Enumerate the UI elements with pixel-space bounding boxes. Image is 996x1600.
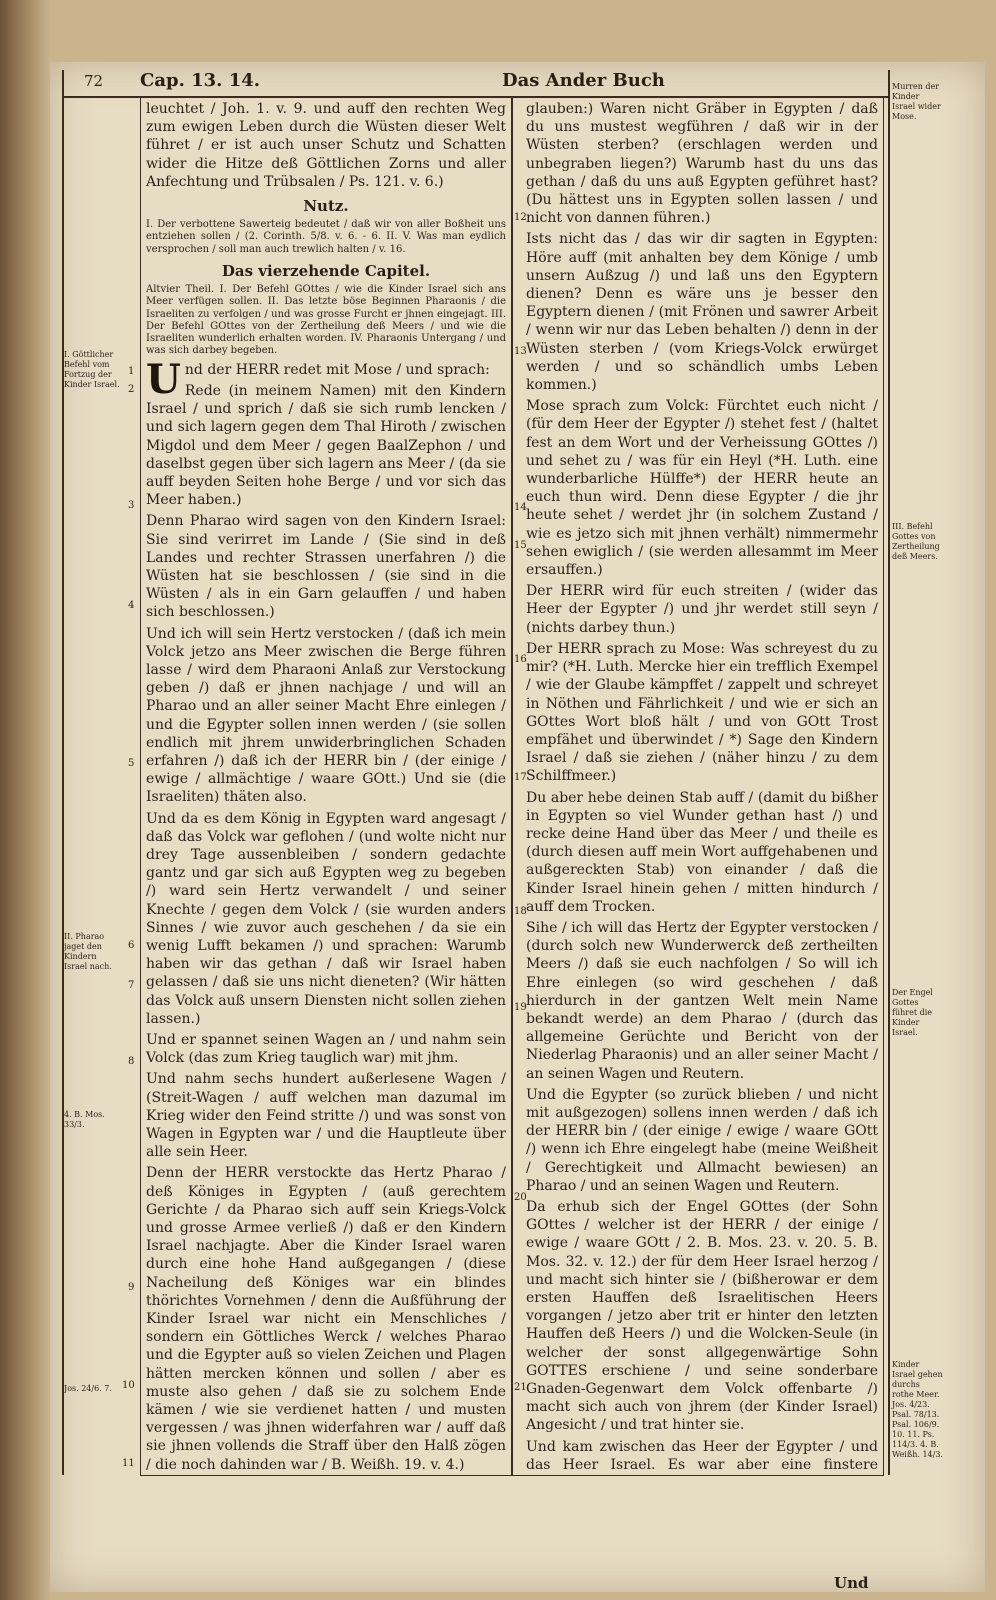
chapter-heading: Das vierzehende Capitel. <box>221 261 431 280</box>
right-margin-rule <box>888 70 890 1475</box>
verse-text: Und ich will sein Hertz verstocken / (daß ich mein Volck jetzo ans Meer zwischen die Berge führen lasse / wird dem Pharaoni Anlaß zur Verstockung geben /) daß er jhnen nachjage / und will an Pharao und an aller seiner Macht Ehre einlegen / und die Egypter sollen innen werden / (sie sollen endlich mit jhrem unwiderbringlichen Schaden erfahren /) daß ich der HERR bin / (der einige / ewige / allmächtige / waare GOtt.) Und sie (die Israeliten) thäten also. <box>146 625 506 806</box>
page-number: 72 <box>84 72 104 90</box>
verse-text: Der HERR wird für euch streiten / (wider das Heer der Egypter /) und jhr werdet still seyn / (nichts darbey thun.) <box>526 583 878 636</box>
verse-text: Der HERR sprach zu Mose: Was schreyest du zu mir? (*H. Luth. Mercke hier ein trefflich Exempel / wie der Glaube kämpffet / zappelt und schreyet in Nöthen und Fährlichkeit / und wie er sich an GOttes Wort bloß hält / und von GOtt Trost empfähet und überwindet / *) Sage den Kindern Israel / daß sie ziehen / (näher hinzu / zu dem Schilffmeer.) <box>526 640 878 785</box>
margin-note-left-2: II. Pharao jaget den Kindern Israel nach. <box>64 932 112 971</box>
verse-number: 1 <box>128 366 135 377</box>
verse-text: Und der HERR redet mit Mose / und sprach: <box>146 355 490 403</box>
nutz-text: I. Der verbottene Sawerteig bedeutet / daß wir von aller Boßheit uns entziehen sollen / (2. Corinth. 5/8. v. 6. - 6. II. V. Was man eydlich versprochen / soll man auch trewlich halten / v. 16. <box>146 219 506 255</box>
verse-number: 3 <box>128 500 135 511</box>
margin-note-right-1: Murren der Kinder Israel wider Mose. <box>892 82 941 121</box>
verse-number: 2 <box>128 384 135 395</box>
right-text-column <box>526 100 878 1474</box>
catchword: Und <box>834 1574 869 1592</box>
column-divider <box>511 96 513 1476</box>
verse-number: 18 <box>514 906 527 917</box>
verse-text: Und er spannet seinen Wagen an / und nahm sein Volck (das zum Krieg tauglich war) mit jhm. <box>146 1032 506 1067</box>
margin-note-left-1: I. Göttlicher Befehl vom Fortzug der Kinder Israel. <box>64 350 120 389</box>
verse-number: 9 <box>128 1282 135 1293</box>
verse-number: 15 <box>514 540 527 551</box>
left-margin-rule <box>62 70 64 1475</box>
verse-number: 13 <box>514 346 527 357</box>
verse-text: Ists nicht das / das wir dir sagten in Egypten: Höre auff (mit anhalten bey dem Könige / umb unsern Außzug /) und laß uns den Egyptern dienen? Denn es wäre uns je besser den Egyptern dienen / (mit Frönen und sawrer Arbeit / wenn wir nur das Leben behalten /) denn in der Wüsten sterben / (vom Kriegs-Volck erwürget werden / und so schändlich umbs Leben kommen.) <box>526 231 878 394</box>
verse-number: 12 <box>514 212 527 223</box>
verse-text: Mose sprach zum Volck: Fürchtet euch nicht / (für dem Heer der Egypter /) stehet fest / (haltet fest an dem Wort und der Verheissung GOttes /) und sehet zu / was für ein Heyl (*H. Luth. eine wunderbarliche Hülffe*) der HERR heute an euch thun wird. Denn diese Egypter / die jhr heute sehet / werdet jhr (in solchem Zustand / wie es jetzo sich mit jhnen verhält) nimmermehr sehen ewiglich / (sie werden allesammt im Meer ersauffen.) <box>526 398 878 579</box>
nutz-heading: Nutz. <box>303 197 349 216</box>
verse-number: 20 <box>514 1192 527 1203</box>
verse-number: 5 <box>128 758 135 769</box>
verse-number: 16 <box>514 654 527 665</box>
verse-number: 19 <box>514 1002 527 1013</box>
verse-number: 4 <box>128 600 135 611</box>
running-header <box>62 70 890 98</box>
verse-number: 11 <box>122 1458 135 1469</box>
left-text-column <box>146 100 506 1474</box>
verse-text: glauben:) Waren nicht Gräber in Egypten / daß du uns mustest wegführen / daß wir in der Wüsten sterben? (erschlagen werden und unbegraben liegen?) Warumb hast du uns das gethan / daß du uns auß Egypten geführet hast? (Du hättest uns in Egypten sollen lassen / und nicht von dannen führen.) <box>526 101 878 227</box>
verse-text: Du aber hebe deinen Stab auff / (damit du bißher in Egypten so viel Wunder gethan hast /) und recke deine Hand über das Meer / und theile es (durch diesen auff mein Wort auffgehabenen und außgereckten Stab) von einander / daß die Kinder Israel hinein gehen / mitten hindurch / auff dem Trocken. <box>526 789 878 915</box>
verse-number: 10 <box>122 1380 135 1391</box>
margin-note-right-2: III. Befehl Gottes von Zertheilung deß Meers. <box>892 522 940 561</box>
margin-note-right-4: Kinder Israel gehen durchs rothe Meer. Jos. 4/23. Psal. 78/13. Psal. 106/9. 10. 11. Ps. 114/3. 4. B. Weißh. 14/3. <box>892 1360 943 1459</box>
verse-text: Und da es dem König in Egypten ward angesagt / daß das Volck war geflohen / (und wolte nicht nur drey Tage aussenbleiben / sondern gedachte gantz und gar sich auß Egypten weg zu begeben /) ward sein Hertz verwandelt / und seiner Knechte / gegen dem Volck / (sie wurden anders Sinnes / wie zuvor auch geschehen / da sie ein wenig Lufft bekamen /) und sprachen: Warumb haben wir das gethan / daß wir Israel haben gelassen / daß sie uns nicht dieneten? (Wir hätten das Volck auß unsern Diensten nicht sollen ziehen lassen.) <box>146 810 506 1027</box>
book-spine-edge <box>0 0 50 1600</box>
verse-number: 7 <box>128 980 135 991</box>
verse-number: 21 <box>514 1382 527 1393</box>
margin-note-right-3: Der Engel Gottes führet die Kinder Israel. <box>892 988 933 1037</box>
verse-text: Da erhub sich der Engel GOttes (der Sohn GOttes / welcher ist der HERR / der einige / ewige / waare GOtt / 2. B. Mos. 23. v. 20. 5. B. Mos. 32. v. 12.) der für dem Heer Israel herzog / und macht sich hinter sie / (bißherowar er dem ersten Hauffen deß Israelitischen Heers vorgangen / jetzo aber trit er hinter den letzten Hauffen deß Heers /) und die Wolcken-Seule (in welcher der sonst allgegenwärtige Sohn GOTTES erschiene / und seine sonderbare Gnaden-Gegenwart dem Volck offenbarte /) macht sich auch von jhrem (der Kinder Israel) Angesicht / und trat hinter sie. <box>526 1198 878 1434</box>
chapter-reference: Cap. 13. 14. <box>140 70 261 91</box>
margin-note-left-3: 4. B. Mos. 33/3. <box>64 1110 105 1129</box>
verse-text: Und nahm sechs hundert außerlesene Wagen / (Streit-Wagen / auff welchen man dazumal im Krieg wider den Feind stritte /) und was sonst von Wagen in Egypten war / und die Hauptleute über alle sein Heer. <box>146 1071 506 1161</box>
verse-number: 8 <box>128 1056 135 1067</box>
verse-number: 6 <box>128 940 135 951</box>
book-title: Das Ander Buch <box>502 70 665 91</box>
verse-text: Rede (in meinem Namen) mit den Kindern Israel / und sprich / daß sie sich rumb lencken / und sich lagern gegen dem Thal Hiroth / zwischen Migdol und dem Meer / gegen BaalZephon / und daselbst gegen über sich lagern ans Meer / (da sie auff beyden Seiten hohe Berge / und vor sich das Meer haben.) <box>146 382 506 509</box>
verse-text: Denn Pharao wird sagen von den Kindern Israel: Sie sind verirret im Lande / (Sie sind in deß Landes und rechter Strassen unerfahren /) die Wüsten hat sie beschlossen / (sie sind in die Wüsten / als in ein Garn gelauffen / und haben sich beschlossen.) <box>146 513 506 621</box>
verse-text: Und kam zwischen das Heer der Egypter / und das Heer Israel. Es war aber eine finstere <box>526 1438 878 1473</box>
intro-text: leuchtet / Joh. 1. v. 9. und auff den rechten Weg zum ewigen Leben durch die Wüsten dieser Welt führet / er ist auch unser Schutz und Schatten wider die Hitze deß Göttlichen Zorns und aller Anfechtung und Trübsalen / Ps. 121. v. 6.) <box>146 101 506 190</box>
verse-number: 14 <box>514 502 527 513</box>
drop-cap: U <box>146 355 181 403</box>
verse-number: 17 <box>514 772 527 783</box>
verse-text: Und die Egypter (so zurück blieben / und nicht mit außgezogen) sollens innen werden / daß ich der HERR bin / (der einige / ewige / waare GOtt /) wenn ich Ehre eingelegt habe (meine Weißheit / Gerechtigkeit und Allmacht bewiesen) an Pharao / und an seinen Wagen und Reutern. <box>526 1086 878 1194</box>
verse-text: Sihe / ich will das Hertz der Egypter verstocken / (durch solch new Wunderwerck deß zertheilten Meers /) daß sie euch nachfolgen / So will ich Ehre einlegen (so wird geschehen / daß hierdurch in der gantzen Welt mein Name bekandt werde) an dem Pharao / (durch das allgemeine Gerüchte und Bericht von der Niederlag Pharaonis) und an aller seiner Macht / an seinen Wagen und Reutern. <box>526 919 878 1082</box>
margin-note-left-4: Jos. 24/6. 7. <box>64 1384 112 1393</box>
chapter-summary: Altvier Theil. I. Der Befehl GOttes / wie die Kinder Israel sich ans Meer verfügen sollen. II. Das letzte böse Beginnen Pharaonis / die Israeliten zu verfolgen / und was grosse Furcht er jhnen eingejagt. III. Der Befehl GOttes von der Zertheilung deß Meers / und wie die Israeliten wunderlich erhalten worden. IV. Pharaonis Untergang / und was sich darbey begeben. <box>146 283 506 357</box>
verse-text: Denn der HERR verstockte das Hertz Pharao / deß Königes in Egypten / (auß gerechtem Gerichte / da Pharao sich auff sein Kriegs-Volck und grosse Armee verließ /) daß er den Kindern Israel nachjagte. Aber die Kinder Israel waren durch eine hohe Hand außgegangen / (diese Nacheilung deß Königes war ein blindes thörichtes Vornehmen / denn die Außführung der Kinder Israel war nicht ein Menschliches / sondern ein Göttliches Werck / welches Pharao und die Egypter auß so vielen Zeichen und Plagen hätten mercken können und sollen / aber es muste also gehen / daß sie zu solchem Ende kämen / wie sie verdienet hatten / und musten vergessen / was jhnen widerfahren war / auff daß sie jhnen vollends die Straff über den Halß zögen / die noch dahinden war / B. Weißh. 19. v. 4.) <box>146 1165 506 1473</box>
